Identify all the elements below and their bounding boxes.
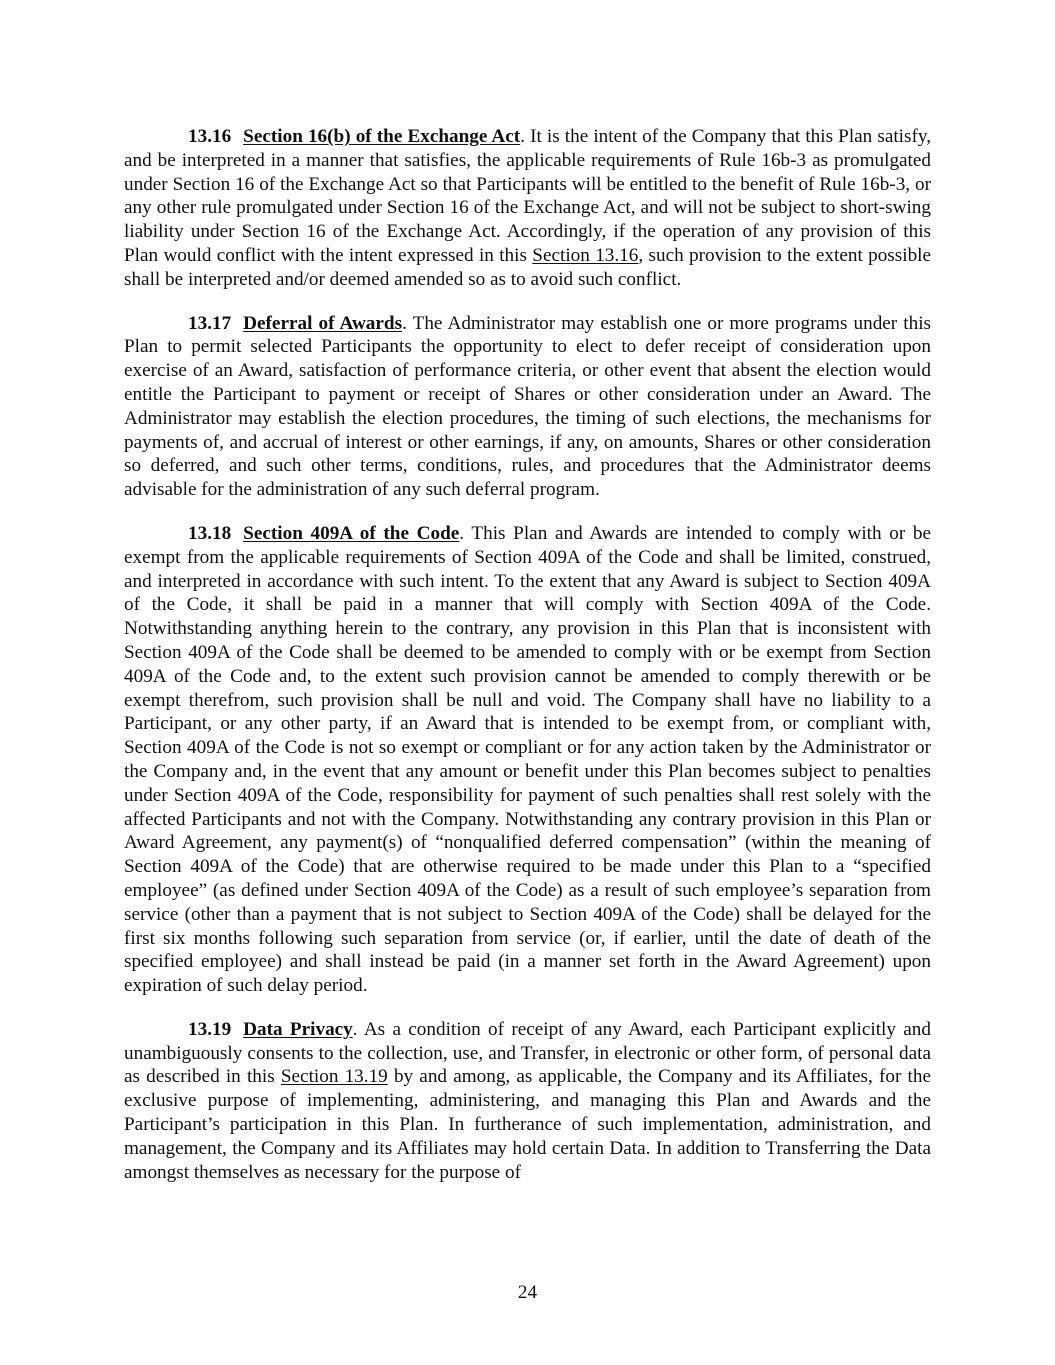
section-number: 13.16 — [188, 126, 232, 147]
section-text: . This Plan and Awards are intended to comply with or be exempt from the applicable requirements of Section 409A of the Code and shall be limited, construed, and interpreted in accordance with such intent. To the extent that any Award is subject to Section 409A of the Code, it shall be paid in a manner that will comply with Section 409A of the Code. Notwithstanding anything herein to the contrary, any provision in this Plan that is inconsistent with Section 409A of the Code shall be deemed to be amended to comply with or be exempt from Section 409A of the Code and, to the extent such provision cannot be amended to comply therewith or be exempt therefrom, such provision shall be null and void. The Company shall have no liability to a Participant, or any other party, if an Award that is intended to be exempt from, or compliant with, Section 409A of the Code is not so exempt or compliant or for any action taken by the Administrator or the Company and, in the event that any amount or benefit under this Plan becomes subject to penalties under Section 409A of the Code, responsibility for payment of such penalties shall rest solely with the affected Participants and not with the Company. Notwithstanding any contrary provision in this Plan or Award Agreement, any payment(s) of “nonqualified deferred compensation” (within the meaning of Section 409A of the Code) that are otherwise required to be made under this Plan to a “specified employee” (as defined under Section 409A of the Code) as a result of such employee’s separation from service (other than a payment that is not subject to Section 409A of the Code) shall be delayed for the first six months following such separation from service (or, if earlier, until the date of death of the specified employee) and shall instead be paid (in a manner set forth in the Award Agreement) upon expiration of such delay period. — [124, 522, 931, 997]
section-heading: Section 409A of the Code — [243, 522, 460, 544]
section-heading: Deferral of Awards — [243, 312, 403, 334]
section-text: , such provision to the extent possible shall be interpreted and/or deemed amended so as to avoid such conflict. — [124, 244, 932, 290]
section-text: by and among, as applicable, the Company and its Affiliates, for the exclusive purpose of implementing, administering, and managing this Plan and Awards and the Participant’s participation in this Plan. In furtherance of such implementation, administration, and management, the Company and its Affiliates may hold certain Data. In addition to Transferring the Data amongst themselves as necessary for the purpose of — [124, 1066, 931, 1183]
document-page — [124, 125, 931, 1204]
section-number: 13.19 — [188, 1018, 232, 1040]
section-heading: Section 16(b) of the Exchange Act — [243, 126, 521, 147]
section-13-17 — [124, 312, 931, 502]
section-13-18 — [124, 522, 931, 998]
section-number: 13.17 — [188, 312, 232, 334]
section-text: . The Administrator may establish one or more programs under this Plan to permit selected Participants the opportunity to elect to defer receipt of consideration upon exercise of an Award, satisfaction of performance criteria, or other event that absent the election would entitle the Participant to payment or receipt of Shares or other consideration under an Award. The Administrator may establish the election procedures, the timing of such elections, the mechanisms for payments of, and accrual of interest or other earnings, if any, on amounts, Shares or other consideration so deferred, and such other terms, conditions, rules, and procedures that the Administrator deems advisable for the administration of any such deferral program. — [124, 312, 932, 501]
section-13-16 — [124, 125, 931, 292]
section-13-19 — [124, 1018, 931, 1185]
section-reference: Section 13.16 — [532, 244, 639, 266]
section-reference: Section 13.19 — [280, 1066, 388, 1088]
section-text: . As a condition of receipt of any Award, each Participant explicitly and unambiguously consents to the collection, use, and Transfer, in electronic or other form, of personal data as described in this — [124, 1018, 931, 1088]
section-text: . It is the intent of the Company that this Plan satisfy, and be interpreted in a manner that satisfies, the applicable requirements of Rule 16b-3 as promulgated under Section 16 of the Exchange Act so that Participants will be entitled to the benefit of Rule 16b-3, or any other rule promulgated under Section 16 of the Exchange Act, and will not be subject to short-swing liability under Section 16 of the Exchange Act. Accordingly, if the operation of any provision of this Plan would conflict with the intent expressed in this — [124, 126, 931, 266]
section-number: 13.18 — [188, 522, 232, 544]
page-number: 24 — [517, 1282, 538, 1303]
section-heading: Data Privacy — [243, 1018, 353, 1040]
